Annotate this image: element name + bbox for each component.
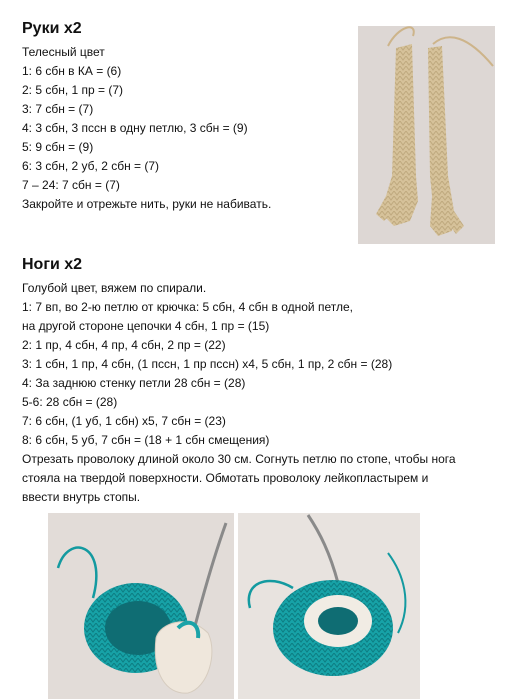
legs-line: 7: 6 сбн, (1 уб, 1 сбн) х5, 7 сбн = (23) xyxy=(22,414,226,428)
arms-photo xyxy=(358,26,495,244)
legs-line: 5-6: 28 сбн = (28) xyxy=(22,395,118,409)
legs-line: Отрезать проволоку длиной около 30 см. Согнуть петлю по стопе, чтобы нога xyxy=(22,452,456,466)
arms-line: 5: 9 сбн = (9) xyxy=(22,140,94,154)
arms-line: 7 – 24: 7 сбн = (7) xyxy=(22,178,120,192)
arms-line: 2: 5 сбн, 1 пр = (7) xyxy=(22,83,124,97)
legs-title: Ноги х2 xyxy=(22,256,83,273)
arms-line: Телесный цвет xyxy=(22,45,105,59)
legs-line: Голубой цвет, вяжем по спирали. xyxy=(22,281,207,295)
legs-line: на другой стороне цепочки 4 сбн, 1 пр = (15) xyxy=(22,319,270,333)
legs-line: стояла на твердой поверхности. Обмотать проволоку лейкопластырем и xyxy=(22,471,429,485)
arms-title: Руки х2 xyxy=(22,20,82,37)
arms-line: 6: 3 сбн, 2 уб, 2 сбн = (7) xyxy=(22,159,160,173)
shoe-finished-photo xyxy=(238,513,420,699)
legs-line: ввести внутрь стопы. xyxy=(22,490,141,504)
arms-line: 1: 6 сбн в КА = (6) xyxy=(22,64,122,78)
shoe-wire-photo xyxy=(48,513,234,699)
legs-line: 3: 1 сбн, 1 пр, 4 сбн, (1 пссн, 1 пр пссн) х4, 5 сбн, 1 пр, 2 сбн = (28) xyxy=(22,357,393,371)
legs-line: 8: 6 сбн, 5 уб, 7 сбн = (18 + 1 сбн смещения) xyxy=(22,433,270,447)
legs-line: 1: 7 вп, во 2-ю петлю от крючка: 5 сбн, 4 сбн в одной петле, xyxy=(22,300,353,314)
arms-line: 4: 3 сбн, 3 пссн в одну петлю, 3 сбн = (9) xyxy=(22,121,248,135)
arms-line: Закройте и отрежьте нить, руки не набивать. xyxy=(22,197,272,211)
arms-line: 3: 7 сбн = (7) xyxy=(22,102,94,116)
legs-line: 2: 1 пр, 4 сбн, 4 пр, 4 сбн, 2 пр = (22) xyxy=(22,338,226,352)
legs-line: 4: За заднюю стенку петли 28 сбн = (28) xyxy=(22,376,246,390)
